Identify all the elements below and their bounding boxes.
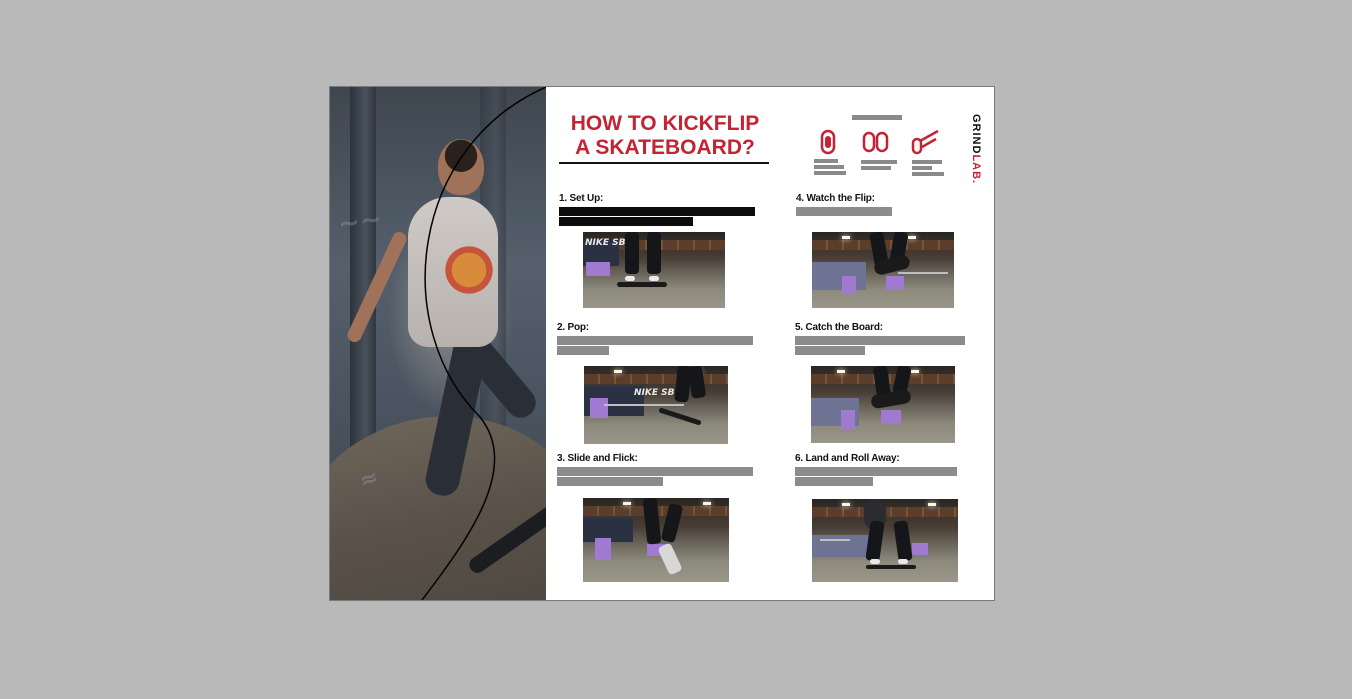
redacted-text: [795, 467, 957, 476]
skateboard-icons: [812, 125, 952, 195]
step-6-photo: [812, 499, 958, 582]
ramp-sign: NIKE SB: [585, 238, 626, 248]
decorative-curve: [330, 87, 546, 600]
redacted-text: [557, 336, 753, 345]
page-title: [560, 112, 770, 160]
graffiti: ~~: [336, 204, 384, 240]
title-line-1: HOW TO KICKFLIP: [570, 112, 760, 135]
redacted-text: [795, 346, 865, 355]
board-top-icon: [822, 131, 834, 153]
redacted-text: [796, 207, 892, 216]
brand-logo: [970, 114, 982, 184]
ramp-sign: NIKE SB: [634, 388, 675, 398]
step-title: 1. Set Up:: [559, 193, 604, 204]
step-4: [796, 193, 995, 216]
logo-part-1: GRIND: [970, 114, 982, 155]
step-title: 4. Watch the Flip:: [796, 193, 875, 204]
step-5: [795, 322, 995, 355]
step-title: 2. Pop:: [557, 322, 589, 333]
title-underline: [559, 162, 769, 164]
step-5-photo: [811, 366, 955, 443]
title-line-2: A SKATEBOARD?: [575, 136, 755, 159]
step-2: [557, 322, 757, 355]
step-4-photo: [812, 232, 954, 308]
redacted-text: [795, 477, 873, 486]
step-2-photo: [584, 366, 728, 444]
step-title: 3. Slide and Flick:: [557, 453, 638, 464]
step-6: [795, 453, 995, 486]
redacted-text: [557, 346, 609, 355]
hero-photo: [330, 87, 546, 600]
redacted-text: [559, 217, 693, 226]
step-1-photo: [583, 232, 725, 308]
step-1: [559, 193, 759, 226]
step-3-photo: [583, 498, 729, 582]
graffiti: ≈: [356, 464, 383, 495]
board-flip-icon: [913, 131, 938, 153]
step-3: [557, 453, 757, 486]
document-page: [329, 86, 995, 601]
redacted-text: [557, 477, 663, 486]
redacted-text: [795, 336, 965, 345]
redacted-text: [559, 207, 755, 216]
board-pair-icon: [864, 133, 887, 151]
logo-part-2: LAB.: [970, 154, 982, 185]
step-title: 6. Land and Roll Away:: [795, 453, 900, 464]
redacted-text: [557, 467, 753, 476]
step-title: 5. Catch the Board:: [795, 322, 883, 333]
redacted-text: [852, 115, 902, 120]
